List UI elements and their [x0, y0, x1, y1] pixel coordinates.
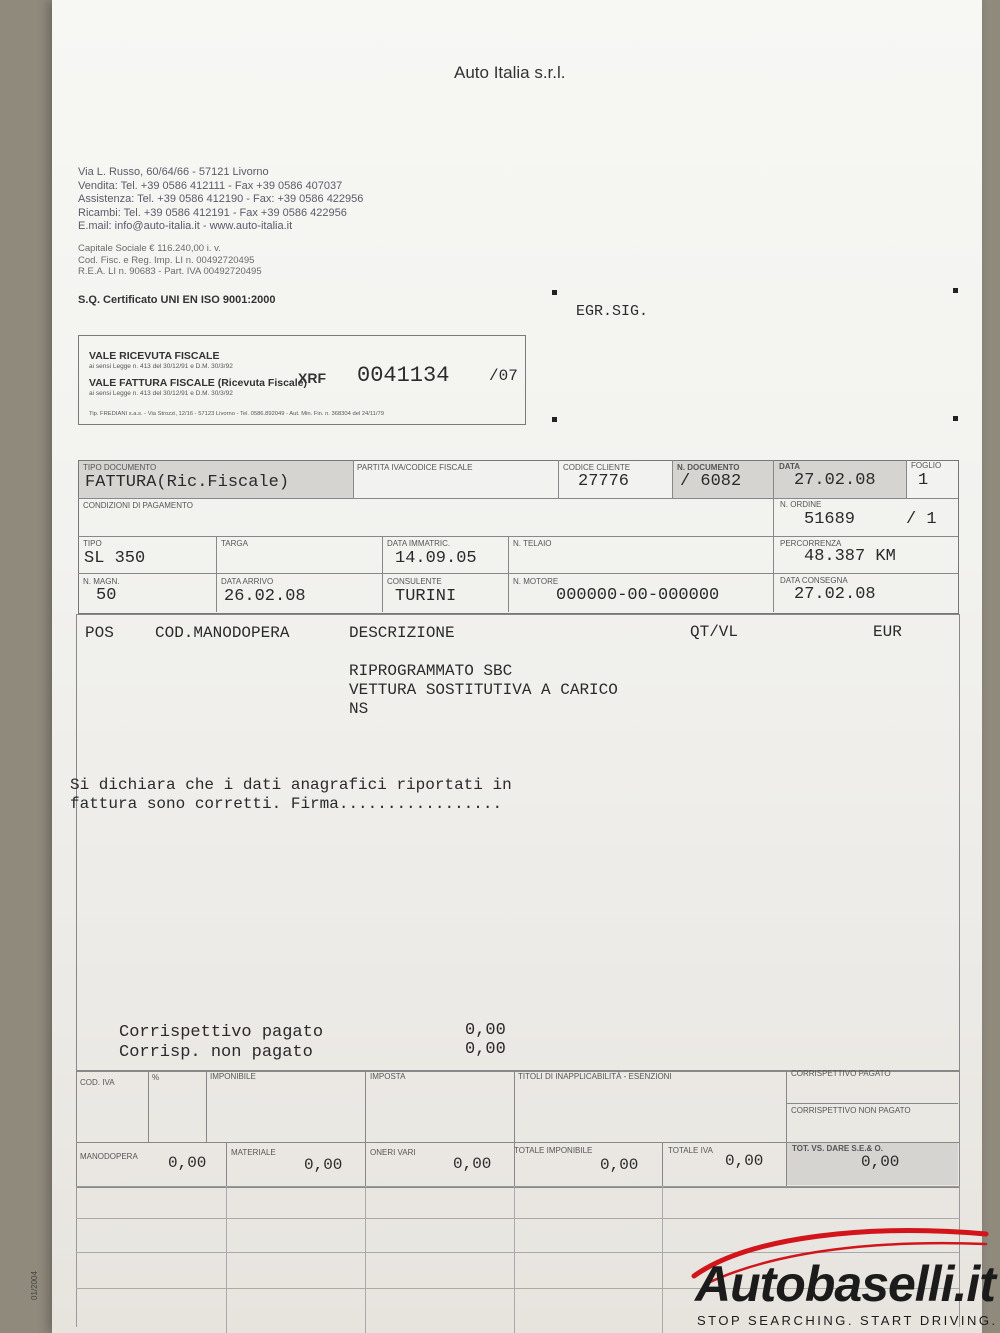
foglio-label: FOGLIO [911, 461, 942, 470]
fiscal-suffix: /07 [489, 367, 518, 385]
n-documento-value: / 6082 [680, 472, 742, 491]
address-line: Vendita: Tel. +39 0586 412111 - Fax +39 0586 407037 [78, 179, 343, 192]
iso-certification: S.Q. Certificato UNI EN ISO 9001:2000 [78, 294, 276, 306]
consulente-label: CONSULENTE [387, 577, 442, 586]
data-arrivo-value: 26.02.08 [224, 587, 306, 606]
data-consegna-value: 27.02.08 [794, 585, 876, 604]
col-cod-manodopera: COD.MANODOPERA [155, 624, 290, 642]
oneri-vari-value: 0,00 [453, 1155, 492, 1173]
n-ordine-value: 51689 [804, 510, 856, 529]
legal-line: R.E.A. LI n. 90683 - Part. IVA 00492720495 [78, 266, 262, 277]
data-arrivo-label: DATA ARRIVO [221, 577, 274, 586]
percorrenza-label: PERCORRENZA [780, 539, 842, 548]
unpaid-value: 0,00 [465, 1040, 506, 1059]
n-documento-label: N. DOCUMENTO [677, 463, 740, 472]
printer-note: Tip. FREDIANI s.a.s. - Via Strozzi, 12/16 - 57123 Livorno - Tel. 0586.892049 - Aut. Min. Fin. n. 368304 del 24/11/79 [89, 411, 384, 417]
paid-label: Corrispettivo pagato [119, 1023, 324, 1042]
address-line: Via L. Russo, 60/64/66 - 57121 Livorno [78, 166, 269, 178]
col-descrizione: DESCRIZIONE [349, 624, 455, 642]
tipo-documento-value: FATTURA(Ric.Fiscale) [85, 473, 290, 492]
col-pos: POS [85, 624, 114, 642]
corr-pagato-label: CORRISPETTIVO PAGATO [791, 1069, 891, 1078]
tipo-label: TIPO [83, 539, 102, 548]
data-immatric-label: DATA IMMATRIC. [387, 539, 451, 548]
col-qt-vl: QT/VL [690, 623, 739, 641]
consulente-value: TURINI [395, 587, 457, 606]
totale-imponibile-label: TOTALE IMPONIBILE [514, 1146, 593, 1155]
data-immatric-value: 14.09.05 [395, 549, 477, 568]
fiscal-line-1: VALE RICEVUTA FISCALE [89, 350, 220, 362]
manodopera-value: 0,00 [168, 1154, 207, 1172]
fiscal-number: 0041134 [357, 363, 450, 388]
corner-mark [953, 288, 958, 293]
imponibile-label: IMPONIBILE [210, 1072, 256, 1081]
targa-label: TARGA [221, 539, 248, 548]
description-line: VETTURA SOSTITUTIVA A CARICO [349, 681, 618, 699]
watermark-brand: Autobaselli.it [695, 1256, 995, 1312]
n-ordine-suffix: / 1 [906, 510, 937, 529]
n-magn-label: N. MAGN. [83, 577, 120, 586]
pct-label: % [152, 1073, 160, 1082]
codice-cliente-label: CODICE CLIENTE [563, 463, 631, 472]
materiale-label: MATERIALE [231, 1148, 276, 1157]
corner-mark [552, 290, 557, 295]
foglio-value: 1 [918, 471, 929, 490]
description-line: RIPROGRAMMATO SBC [349, 662, 513, 680]
legal-line: Cod. Fisc. e Reg. Imp. LI n. 00492720495 [78, 254, 255, 266]
data-value: 27.02.08 [794, 471, 876, 490]
declaration-line: fattura sono corretti. Firma................. [70, 795, 503, 813]
tot-vs-dare-label: TOT. VS. DARE S.E.& O. [792, 1144, 883, 1153]
partita-iva-label: PARTITA IVA/CODICE FISCALE [357, 463, 473, 472]
col-eur: EUR [873, 623, 902, 641]
condizioni-label: CONDIZIONI DI PAGAMENTO [83, 501, 193, 510]
legal-line: Capitale Sociale € 116.240,00 i. v. [78, 243, 221, 254]
fiscal-series: XRF [298, 370, 326, 386]
tot-vs-dare-value: 0,00 [861, 1153, 900, 1171]
totale-imponibile-value: 0,00 [600, 1156, 639, 1174]
materiale-value: 0,00 [304, 1156, 343, 1174]
codice-cliente-value: 27776 [578, 472, 630, 491]
percorrenza-value: 48.387 KM [804, 547, 896, 566]
n-telaio-label: N. TELAIO [513, 539, 552, 548]
paid-value: 0,00 [465, 1021, 506, 1040]
legal-block [78, 243, 262, 278]
fiscal-note-2: ai sensi Legge n. 413 del 30/12/91 e D.M. 30/3/92 [89, 390, 233, 397]
n-motore-value: 000000-00-000000 [556, 586, 720, 605]
address-line: Assistenza: Tel. +39 0586 412190 - Fax: +39 0586 422956 [78, 193, 364, 205]
address-line: E.mail: info@auto-italia.it - www.auto-italia.it [78, 220, 293, 232]
n-ordine-label: N. ORDINE [780, 500, 822, 509]
totale-iva-value: 0,00 [725, 1152, 764, 1170]
n-magn-value: 50 [96, 586, 117, 605]
titoli-label: TITOLI DI INAPPLICABILITÀ - ESENZIONI [518, 1072, 672, 1081]
address-block [78, 166, 363, 234]
unpaid-label: Corrisp. non pagato [119, 1043, 313, 1062]
manodopera-label: MANODOPERA [80, 1152, 138, 1161]
recipient-label: EGR.SIG. [576, 303, 649, 320]
corner-mark [953, 416, 958, 421]
company-name: Auto Italia s.r.l. [454, 63, 566, 82]
declaration-line: Si dichiara che i dati anagrafici riportati in [70, 776, 512, 794]
tipo-value: SL 350 [84, 549, 146, 568]
tipo-documento-label: TIPO DOCUMENTO [83, 463, 157, 472]
description-line: NS [349, 700, 369, 718]
address-line: Ricambi: Tel. +39 0586 412191 - Fax +39 0586 422956 [78, 206, 347, 219]
watermark-tagline: STOP SEARCHING. START DRIVING. [697, 1313, 998, 1328]
data-consegna-label: DATA CONSEGNA [780, 576, 848, 585]
imposta-label: IMPOSTA [370, 1072, 406, 1081]
corner-mark [552, 417, 557, 422]
fiscal-note-1: ai sensi Legge n. 413 del 30/12/91 e D.M. 30/3/92 [89, 363, 233, 370]
corr-non-pagato-label: CORRISPETTIVO NON PAGATO [791, 1106, 911, 1115]
fiscal-line-2: VALE FATTURA FISCALE (Ricevuta Fiscale) [89, 377, 308, 389]
margin-code: 01/2004 [30, 1271, 39, 1300]
oneri-vari-label: ONERI VARI [370, 1148, 416, 1157]
cod-iva-label: COD. IVA [80, 1078, 115, 1087]
n-motore-label: N. MOTORE [513, 577, 559, 586]
totale-iva-label: TOTALE IVA [668, 1146, 713, 1155]
fiscal-box [78, 335, 526, 425]
data-label: DATA [779, 462, 801, 471]
